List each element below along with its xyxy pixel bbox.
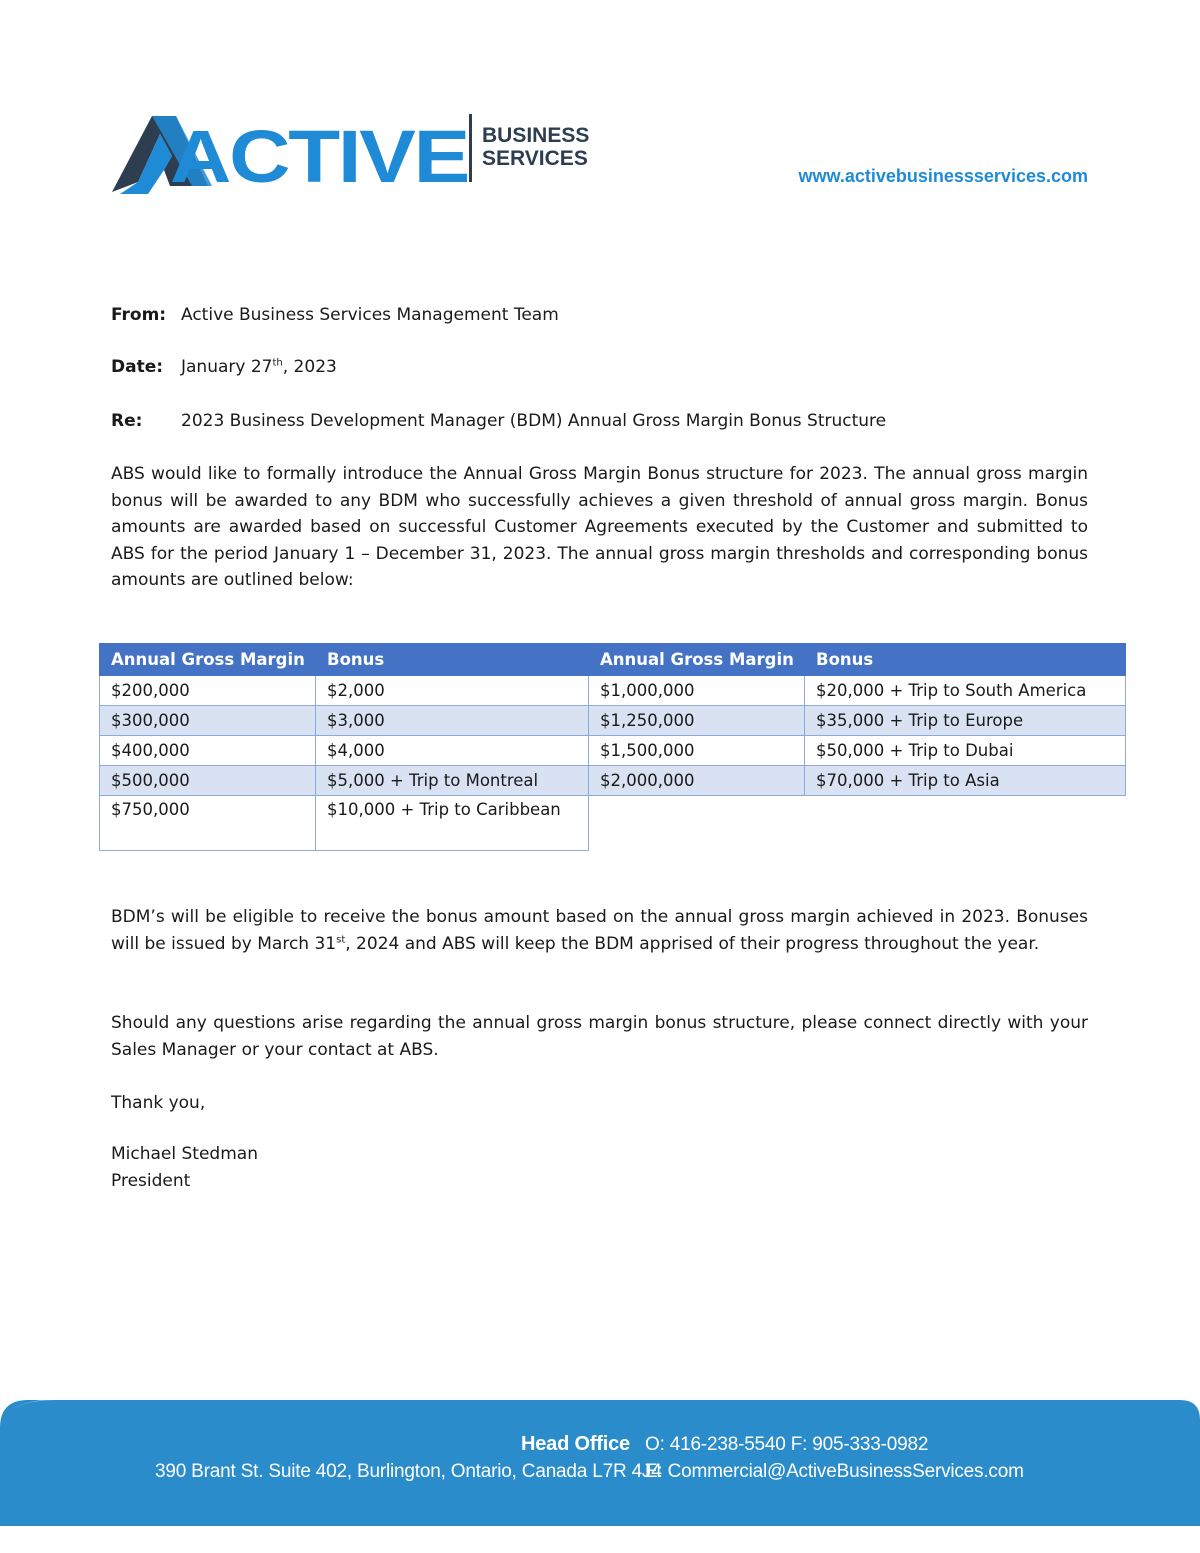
intro-paragraph: ABS would like to formally introduce the Annual Gross Margin Bonus structure for 2023. The annual gross margin bonus will be awarded to any BDM who successfully achieves a given threshold of annual gross margin. Bonus amounts are awarded based on successful Customer Agreements executed by the Customer and submitted to ABS for the period January 1 – December 31, 2023. The annual gross margin thresholds and corresponding bonus amounts are outlined below:	[111, 464, 1088, 590]
logo-word: ACTIVE	[170, 115, 468, 198]
table-cell: $4,000	[316, 736, 589, 766]
footer-head-office: Head Office	[521, 1433, 630, 1455]
table-row	[100, 736, 1126, 766]
table-cell: $10,000 + Trip to Caribbean	[316, 796, 589, 851]
closing: Thank you,	[111, 1093, 206, 1113]
questions-paragraph: Should any questions arise regarding the annual gross margin bonus structure, please connect directly with your Sales Manager or your contact at ABS.	[111, 1013, 1088, 1060]
re-value: 2023 Business Development Manager (BDM) Annual Gross Margin Bonus Structure	[181, 411, 887, 431]
table-row	[100, 676, 1126, 706]
eligibility-sup: st	[336, 933, 346, 945]
re-row	[111, 411, 886, 431]
eligibility-paragraph	[111, 904, 1088, 957]
signer-name: Michael Stedman	[111, 1144, 258, 1164]
signer-title: President	[111, 1171, 191, 1191]
table-row	[100, 796, 1126, 851]
bonus-table	[99, 643, 1126, 851]
table-cell: $5,000 + Trip to Montreal	[316, 766, 589, 796]
date-row	[111, 357, 337, 377]
table-cell: $300,000	[100, 706, 316, 736]
header-bonus-2: Bonus	[805, 644, 1126, 676]
eligibility-text-post: , 2024 and ABS will keep the BDM apprised of their progress throughout the year.	[345, 933, 1040, 954]
table-cell: $400,000	[100, 736, 316, 766]
header-annual-gross-margin-2: Annual Gross Margin	[589, 644, 805, 676]
table-cell: $70,000 + Trip to Asia	[805, 766, 1126, 796]
header-bonus-1: Bonus	[316, 644, 589, 676]
table-cell: $3,000	[316, 706, 589, 736]
table-header-row	[100, 644, 1126, 676]
from-row	[111, 305, 559, 325]
table-row	[100, 766, 1126, 796]
from-label: From:	[111, 305, 167, 325]
company-logo	[108, 108, 598, 200]
re-label: Re:	[111, 411, 143, 431]
header-annual-gross-margin-1: Annual Gross Margin	[100, 644, 316, 676]
table-cell: $20,000 + Trip to South America	[805, 676, 1126, 706]
footer-banner	[0, 1400, 1200, 1526]
footer-phone: O: 416-238-5540 F: 905-333-0982	[645, 1434, 929, 1455]
intro-section	[111, 461, 1088, 594]
from-value: Active Business Services Management Team	[181, 305, 559, 325]
table-row	[100, 706, 1126, 736]
website-link[interactable]: www.activebusinessservices.com	[798, 166, 1088, 186]
table-cell: $1,500,000	[589, 736, 805, 766]
logo-sub-line1: BUSINESS	[482, 124, 590, 147]
table-cell: $2,000	[316, 676, 589, 706]
table-cell: $35,000 + Trip to Europe	[805, 706, 1126, 736]
questions-section	[111, 1010, 1088, 1063]
table-cell: $2,000,000	[589, 766, 805, 796]
logo-divider	[469, 114, 472, 182]
eligibility-section	[111, 904, 1088, 957]
table-cell-empty	[589, 796, 805, 851]
date-value-sup: th	[272, 357, 283, 369]
table-cell: $750,000	[100, 796, 316, 851]
footer-address: 390 Brant St. Suite 402, Burlington, Ontario, Canada L7R 4J4	[155, 1461, 662, 1482]
table-cell-empty	[805, 796, 1126, 851]
date-value-post: , 2023	[282, 357, 337, 377]
table-cell: $1,000,000	[589, 676, 805, 706]
table-cell: $200,000	[100, 676, 316, 706]
table-cell: $50,000 + Trip to Dubai	[805, 736, 1126, 766]
table-cell: $1,250,000	[589, 706, 805, 736]
logo-sub-line2: SERVICES	[482, 147, 588, 170]
table-cell: $500,000	[100, 766, 316, 796]
date-label: Date:	[111, 357, 164, 377]
eligibility-text-pre: BDM’s will be eligible to receive the bonus amount based on the annual gross margin achieved in 2023. Bonuses will be issued by March 31	[111, 907, 1088, 954]
date-value-pre: January 27	[181, 357, 273, 377]
footer-email[interactable]: E: Commercial@ActiveBusinessServices.com	[645, 1461, 1024, 1482]
